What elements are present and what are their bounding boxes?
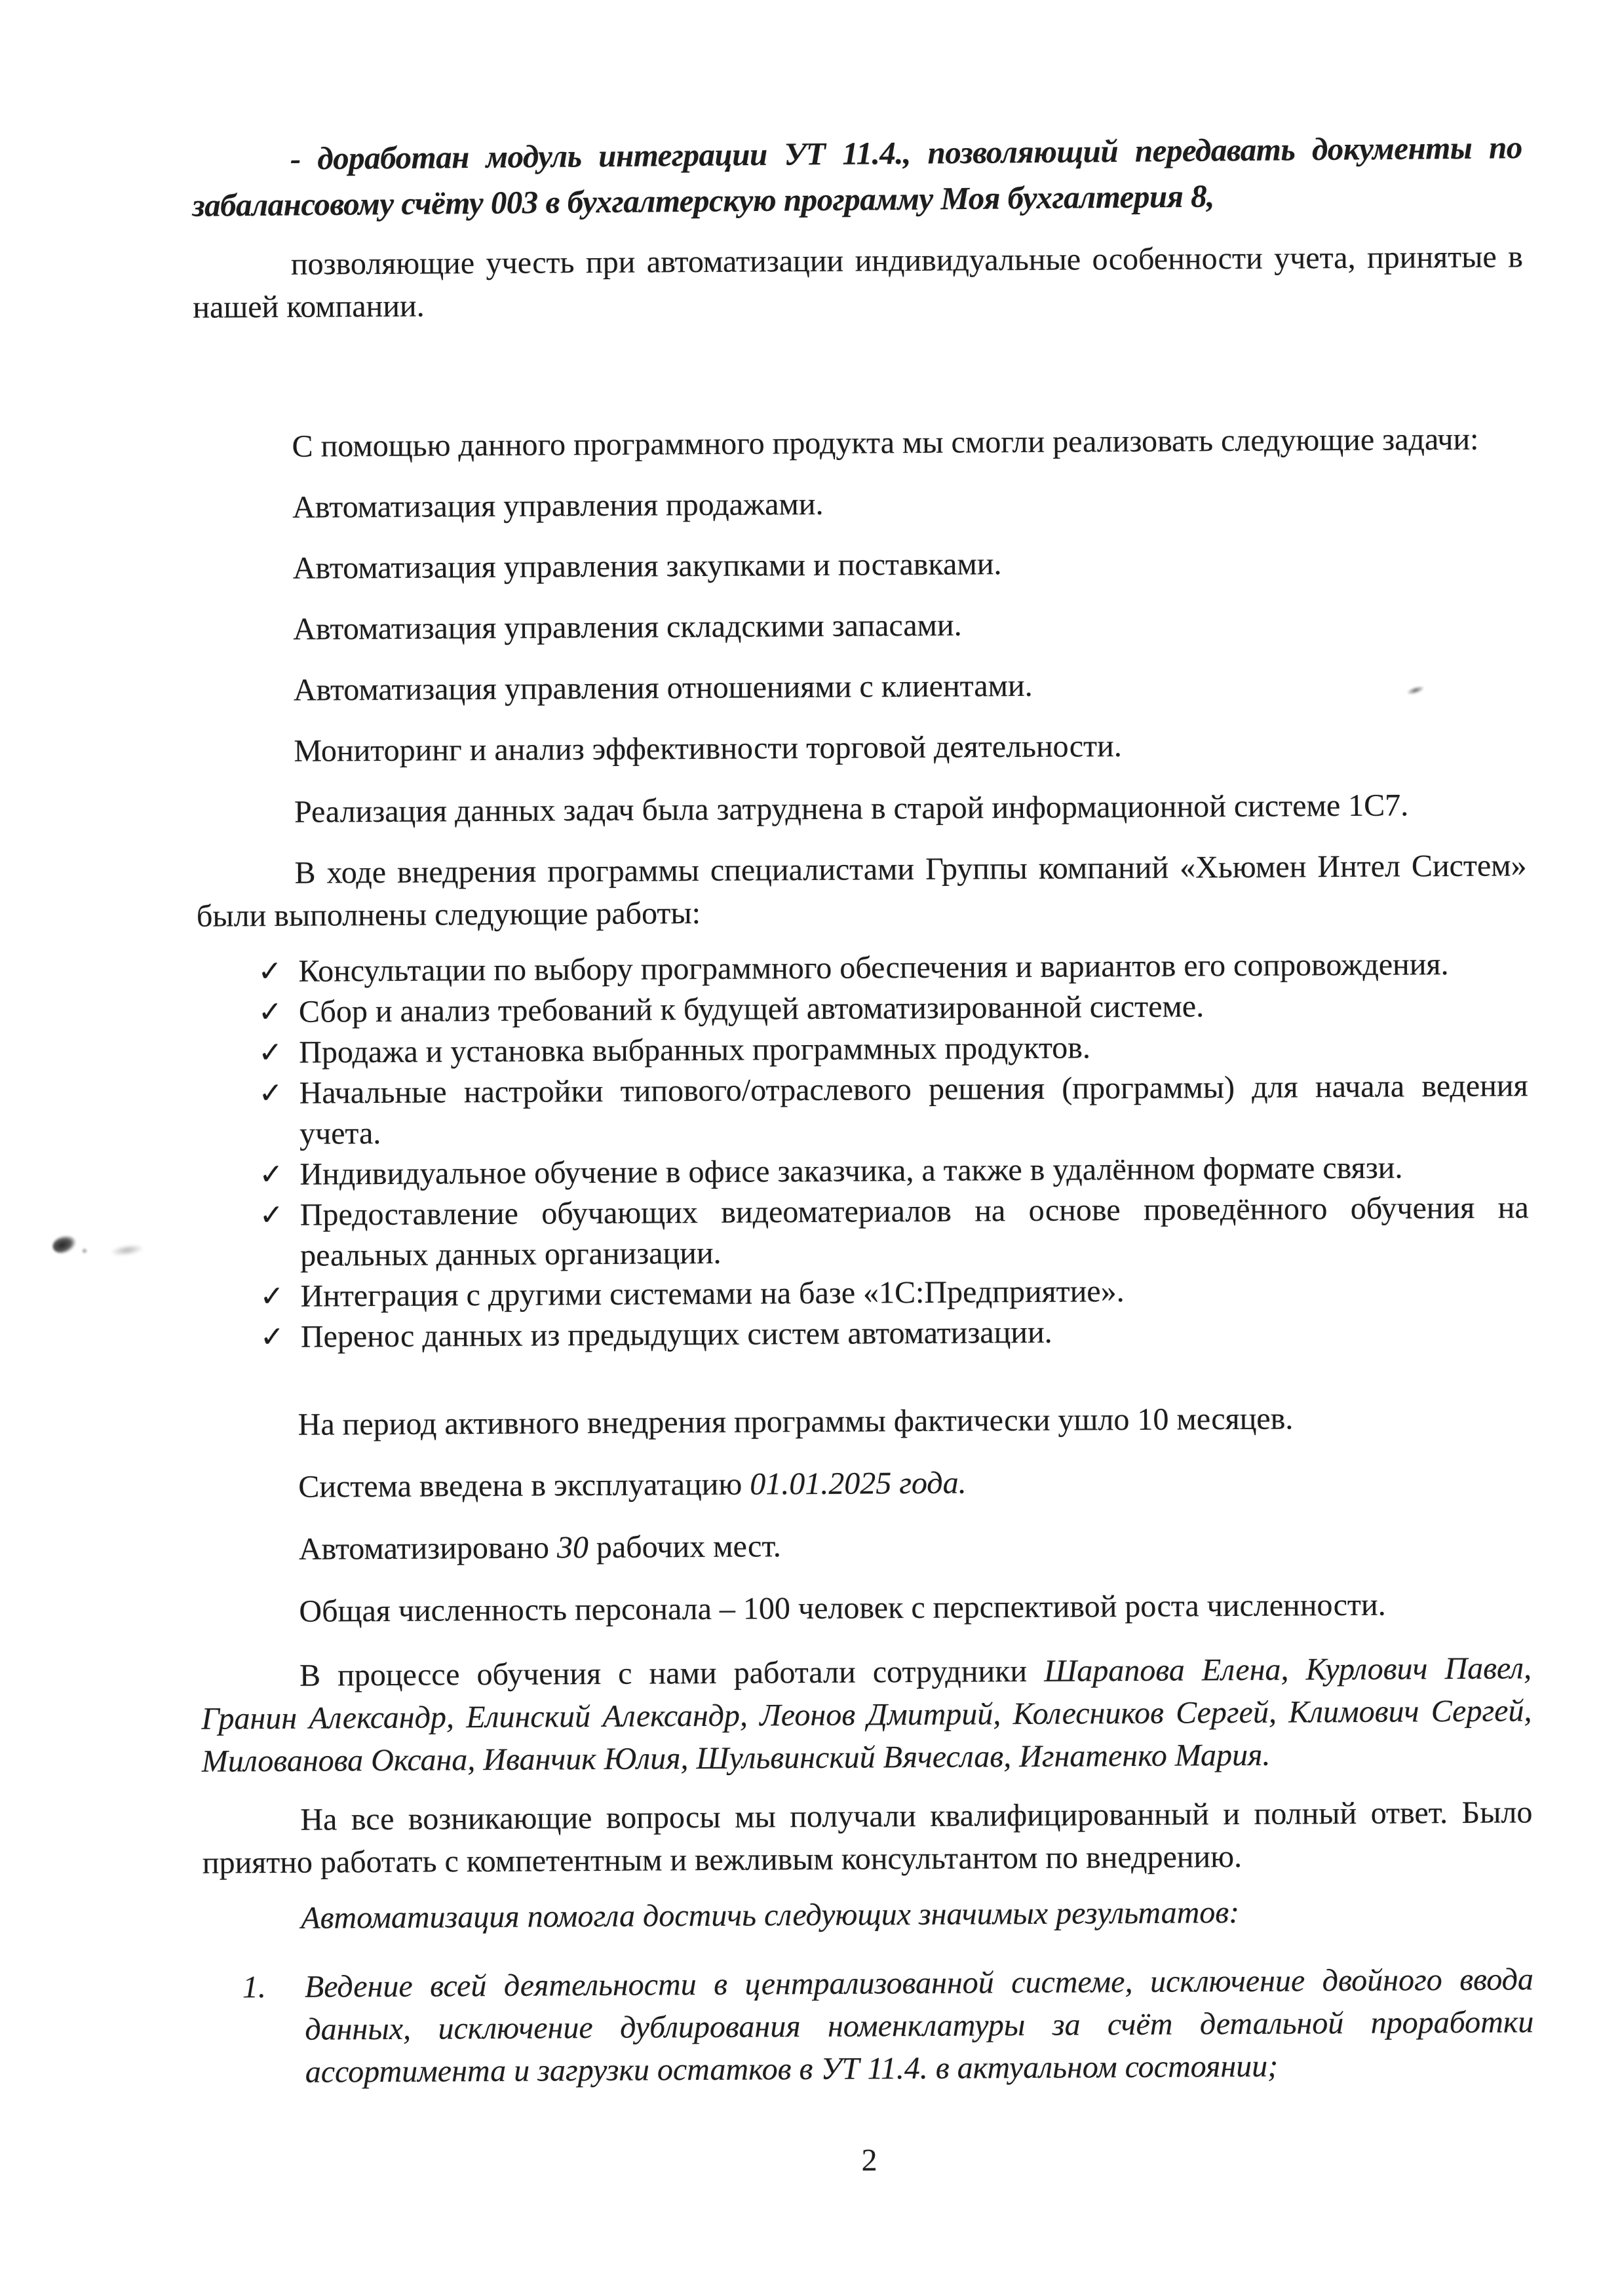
checkmark-icon: ✓ — [260, 1279, 284, 1314]
launch-date-prefix: Система введена в эксплуатацию — [298, 1466, 750, 1504]
checklist-item-text: Перенос данных из предыдущих систем автоматизации. — [300, 1314, 1052, 1354]
checklist-item — [197, 1065, 1528, 1155]
checklist-item-text: Продажа и установка выбранных программных продуктов. — [299, 1030, 1091, 1070]
checkmark-icon: ✓ — [258, 1076, 283, 1111]
automated-seats-paragraph — [201, 1520, 1531, 1571]
task-item: Автоматизация управления складскими запасами. — [293, 607, 962, 647]
feedback-paragraph: На все возникающие вопросы мы получали квалифицированный и полный ответ. Было приятно работать с компетентным и вежливым консультантом по внедрению. — [202, 1795, 1533, 1881]
checklist-item-text: Интеграция с другими системами на базе «1С:Предприятие». — [300, 1274, 1125, 1314]
launch-date-paragraph — [200, 1458, 1530, 1508]
checkmark-icon: ✓ — [258, 995, 282, 1029]
automated-count: 30 — [556, 1530, 589, 1565]
continuation-paragraph: позволяющие учесть при автоматизации индивидуальные особенности учета, принятые в нашей компании. — [193, 239, 1524, 325]
task-item: Автоматизация управления закупками и поставками. — [292, 546, 1002, 586]
checkmark-icon: ✓ — [259, 1157, 284, 1192]
training-staff-paragraph — [201, 1647, 1532, 1782]
training-prefix: В процессе обучения с нами работали сотрудники — [299, 1653, 1045, 1693]
result-item — [203, 1958, 1534, 2094]
checklist-item-text: Индивидуальное обучение в офисе заказчика, а также в удалённом формате связи. — [299, 1150, 1403, 1192]
task-item: Мониторинг и анализ эффективности торговой деятельности. — [294, 729, 1122, 769]
implementation-period-paragraph: На период активного внедрения программы фактически ушло 10 месяцев. — [298, 1401, 1294, 1442]
result-item-text: Ведение всей деятельности в централизованной системе, исключение двойного ввода данных, исключение дублирования номенклатуры за счёт детальной проработки ассортимента и загрузки остатков в УТ 11.4. в актуальном состоянии; — [304, 1962, 1534, 2090]
result-item-number: 1. — [242, 1970, 267, 2005]
checklist-item-text: Предоставление обучающих видеоматериалов на основе проведённого обучения на реальных данных организации. — [299, 1190, 1529, 1273]
automated-suffix: рабочих мест. — [588, 1529, 781, 1565]
tasks-note-paragraph: Реализация данных задач была затруднена в старой информационной системе 1С7. — [294, 788, 1409, 830]
task-item: Автоматизация управления продажами. — [292, 486, 824, 525]
checklist-item-text: Консультации по выбору программного обеспечения и вариантов его сопровождения. — [298, 947, 1449, 989]
task-item: Автоматизация управления отношениями с клиентами. — [293, 668, 1033, 708]
automated-prefix: Автоматизировано — [298, 1530, 558, 1567]
checkmark-icon: ✓ — [258, 1035, 283, 1070]
checklist-item-text: Сбор и анализ требований к будущей автоматизированной системе. — [298, 989, 1205, 1029]
works-lead-paragraph: В ходе внедрения программы специалистами Группы компаний «Хьюмен Интел Систем» были выполнены следующие работы: — [196, 848, 1527, 934]
works-checklist — [197, 944, 1530, 1358]
amendment-paragraph: - доработан модуль интеграции УТ 11.4., позволяющий передавать документы по забалансовому счёту 003 в бухгалтерскую программу Моя бухгалтерия 8, — [192, 129, 1522, 223]
results-heading: Автоматизация помогла достичь следующих значимых результатов: — [301, 1895, 1240, 1936]
headcount-paragraph: Общая численность персонала – 100 человек с перспективой роста численности. — [299, 1587, 1386, 1629]
checklist-item — [199, 1187, 1530, 1276]
training-staff-names: Шарапова Елена, Курлович Павел, Гранин Александр, Елинский Александр, Леонов Дмитрий, Колесников Сергей, Климович Сергей, Милованова Оксана, Иванчик Юлия, Шульвинский Вячеслав, Игнатенко Мария. — [201, 1651, 1532, 1779]
checkmark-icon: ✓ — [260, 1320, 284, 1354]
checkmark-icon: ✓ — [258, 954, 282, 989]
tasks-lead-paragraph: С помощью данного программного продукта мы смогли реализовать следующие задачи: — [292, 421, 1479, 464]
checklist-item-text: Начальные настройки типового/отраслевого решения (программы) для начала ведения учета. — [299, 1068, 1528, 1151]
checkmark-icon: ✓ — [259, 1198, 284, 1233]
launch-date-value: 01.01.2025 года. — [750, 1465, 967, 1502]
checklist-item — [199, 1309, 1530, 1358]
page-number: 2 — [861, 2143, 878, 2178]
results-list — [203, 1958, 1534, 2094]
